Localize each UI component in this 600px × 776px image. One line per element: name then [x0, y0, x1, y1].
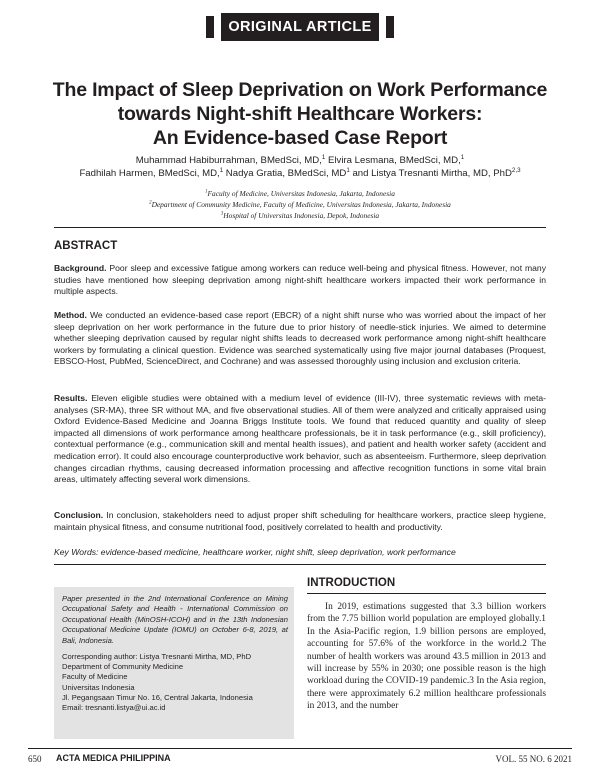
divider — [54, 227, 546, 228]
contact-line: Universitas Indonesia — [62, 682, 135, 692]
affiliation-text: Hospital of Universitas Indonesia, Depok, Indonesia — [223, 211, 380, 220]
abstract-conclusion — [54, 510, 546, 533]
contact-line: Jl. Pegangsaan Timur No. 16, Central Jakarta, Indonesia — [62, 692, 253, 702]
author-name: Elvira Lesmana, BMedSci, MD, — [325, 155, 461, 166]
results-text: Eleven eligible studies were obtained with a medium level of evidence (III-IV), three systematic reviews with meta-analyses (SR-MA), three SR without MA, and five observational studies. All of them were analyzed and critically appraised using Oxford Evidence-Based Medicine and Joanna Briggs Institute tools. We found that reduced quantity and quality of sleep impacted all dimensions of work performance among healthcare professionals, be it in task performance (e.g., skill proficiency), contextual performance (e.g., communication skill and mental health issues), and patient and health worker safety (accident and medication error). It could also encourage counterproductive work behavior, such as absenteeism. Furthermore, sleep deprivation changes circadian rhythms, causing decreased information processing and affective recognition functions in some vital brain areas, ultimately affecting several work dimensions. — [54, 393, 547, 485]
title-line: The Impact of Sleep Deprivation on Work Performance — [52, 79, 548, 101]
affiliation — [20, 199, 580, 210]
author-affil-sup: 2,3 — [511, 166, 521, 174]
affiliation-text: Faculty of Medicine, Universitas Indonesia, Jakarta, Indonesia — [207, 189, 395, 198]
introduction-text: In 2019, estimations suggested that 3.3 billion workers from the 7.75 billion world population are employed globally.1 In the Asia-Pacific region, 1.9 billion persons are employed, accounting for 57.6% of the workforce in the world.2 The number of health workers was around 43.5 million in 2013 and will increase by 55% in 2030; one possible reason is the high workload during the COVID-19 pandemic.3 In the Asia region, there were approximately 6.2 million healthcare professionals in 2013, and the number — [307, 602, 546, 712]
background-text: Poor sleep and excessive fatigue among workers can reduce well-being and physical fitness. However, not many studies have mentioned how sleeping deprivation among night-shift healthcare workers impacted their work performance in multiple aspects. — [54, 263, 546, 297]
footer-rule — [28, 748, 572, 749]
corresponding-author — [62, 652, 288, 713]
divider — [307, 593, 546, 594]
conclusion-text: In conclusion, stakeholders need to adjust proper shift scheduling for healthcare workers, practice sleep hygiene, maintain physical fitness, and consume nutritional food, positively correlated to health and productivity. — [54, 510, 546, 532]
article-title — [20, 78, 580, 150]
affiliation-sup: 1 — [205, 189, 208, 195]
title-line: An Evidence-based Case Report — [152, 127, 448, 149]
affiliation-sup: 2 — [149, 200, 152, 206]
presentation-note: Paper presented in the 2nd International Conference on Mining Occupational Safety and Health - International Commission on Occupational Health (MinOSH-ICOH) and in the 13th Indonesian Occupational Medicine Update (IOMU) on October 6-8, 2019, at Bali, Indonesia. — [62, 594, 288, 645]
affiliation-text: Department of Community Medicine, Faculty of Medicine, Universitas Indonesia, Jakarta, Indonesia — [151, 200, 451, 209]
banner-label: ORIGINAL ARTICLE — [228, 19, 372, 35]
author-list — [20, 154, 580, 180]
contact-line: Faculty of Medicine — [62, 672, 128, 682]
journal-name: ACTA MEDICA PHILIPPINA — [56, 753, 171, 763]
affiliation-sup: 3 — [220, 211, 224, 217]
author-name: Fadhilah Harmen, BMedSci, MD, — [79, 168, 220, 179]
banner-right-rule — [386, 16, 394, 38]
author-affil-sup: 1 — [460, 153, 465, 161]
article-type-banner — [221, 13, 379, 41]
author-name: Nadya Gratia, BMedSci, MD — [223, 168, 347, 179]
author-affil-sup: 1 — [321, 153, 326, 161]
author-name: and Listya Tresnanti Mirtha, MD, PhD — [349, 168, 512, 179]
page-number: 650 — [28, 754, 42, 764]
conclusion-label: Conclusion. — [54, 510, 104, 520]
method-text: We conducted an evidence-based case report (EBCR) of a night shift nurse who was worried about the impact of her sleep deprivation on her work performance in the future due to prior history of needle-stick injuries. We aimed to determine whether sleeping deprivation caused by regular night shifts leads to decreased work performance among night-shift healthcare workers by formulating a clinical question. Evidence was searched systematically using five major journal databases (Proquest, EBSCO-Host, PubMed, ScienceDirect, and Cochrane) and was assessed thoroughly using inclusion and exclusion criteria. — [54, 310, 546, 367]
banner-left-rule — [206, 16, 214, 38]
abstract-results — [54, 393, 546, 486]
method-label: Method. — [54, 310, 87, 320]
contact-line: Corresponding author: Listya Tresnanti Mirtha, MD, PhD — [62, 652, 252, 661]
affiliation-list — [20, 188, 580, 221]
introduction-heading: INTRODUCTION — [307, 577, 396, 589]
contact-line: Email: tresnanti.listya@ui.ac.id — [62, 703, 166, 713]
author-line — [20, 167, 580, 180]
affiliation — [20, 188, 580, 199]
affiliation — [20, 210, 580, 221]
abstract-method — [54, 310, 546, 368]
background-label: Background. — [54, 263, 107, 273]
author-affil-sup: 1 — [346, 166, 350, 174]
contact-line: Department of Community Medicine — [62, 662, 184, 672]
abstract-background — [54, 263, 546, 298]
results-label: Results. — [54, 393, 88, 403]
keywords: Key Words: evidence-based medicine, healthcare worker, night shift, sleep deprivation, work performance — [54, 547, 456, 557]
author-line — [20, 154, 580, 167]
author-affil-sup: 1 — [219, 166, 224, 174]
volume-info: VOL. 55 NO. 6 2021 — [495, 754, 572, 764]
author-name: Muhammad Habiburrahman, BMedSci, MD, — [135, 155, 322, 166]
title-line: towards Night-shift Healthcare Workers: — [117, 103, 483, 125]
divider — [54, 564, 546, 565]
abstract-heading: ABSTRACT — [54, 240, 118, 252]
